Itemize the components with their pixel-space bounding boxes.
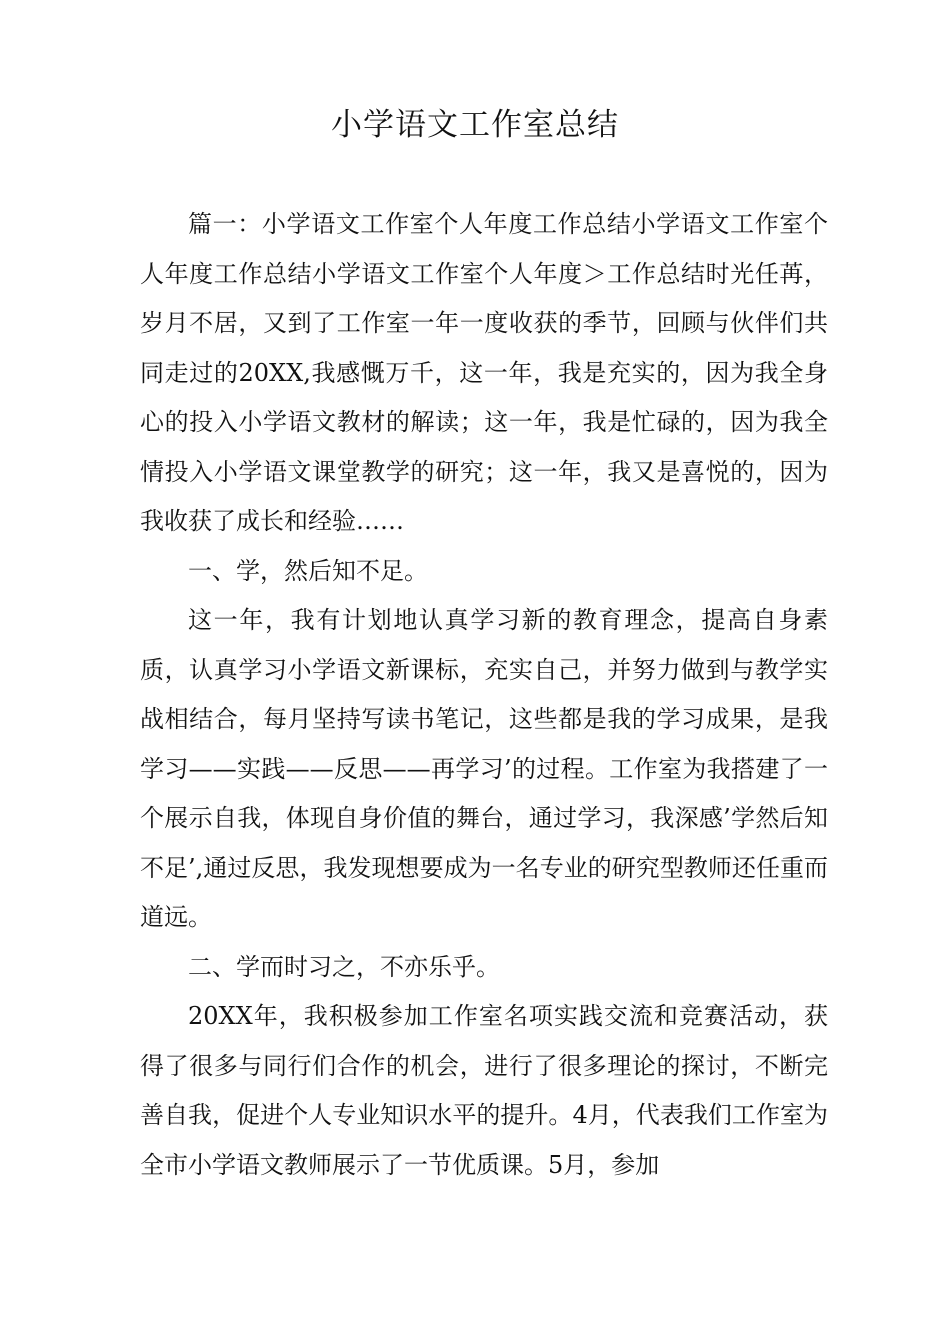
paragraph-section-1: 这一年，我有计划地认真学习新的教育理念，提高自身素质，认真学习小学语文新课标，充实自己，并努力做到与教学实战相结合，每月坚持写读书笔记，这些都是我的学习成果，是我学习——实践——反思——再学习’的过程。工作室为我搭建了一个展示自我，体现自身价值的舞台，通过学习，我深感’学然后知不足’,通过反思，我发现想要成为一名专业的研究型教师还任重而道远。 — [140, 606, 828, 931]
paragraph-section-2: 20XX年，我积极参加工作室名项实践交流和竞赛活动，获得了很多与同行们合作的机会，进行了很多理论的探讨，不断完善自我，促进个人专业知识水平的提升。4月，代表我们工作室为全市小学语文教师展示了一节优质课。5月，参加 — [140, 1002, 828, 1179]
document-title: 小学语文工作室总结 — [331, 107, 619, 143]
document-body — [140, 200, 828, 1190]
paragraph-intro: 篇一：小学语文工作室个人年度工作总结小学语文工作室个人年度工作总结小学语文工作室个人年度＞工作总结时光任苒，岁月不居，又到了工作室一年一度收获的季节，回顾与伙伴们共同走过的20XX,我感慨万千，这一年，我是充实的，因为我全身心的投入小学语文教材的解读；这一年，我是忙碌的，因为我全情投入小学语文课堂教学的研究；这一年，我又是喜悦的，因为我收获了成长和经验…… — [140, 210, 828, 535]
section-heading-1: 一、学，然后知不足。 — [188, 556, 428, 585]
section-heading-2: 二、学而时习之，不亦乐乎。 — [188, 952, 500, 981]
